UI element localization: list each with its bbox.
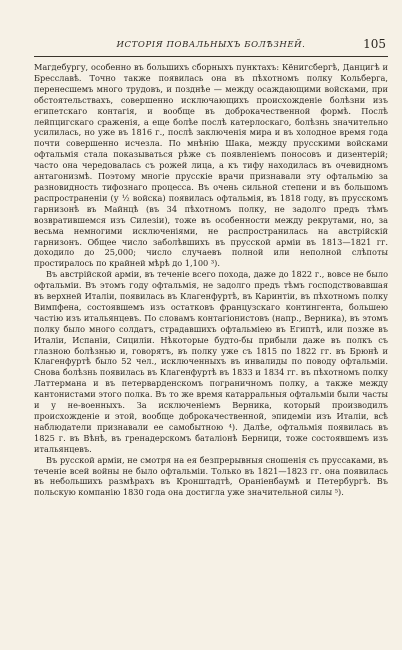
header-rule [34,56,388,57]
page-number: 105 [363,37,386,51]
paragraph: Въ русской арміи, не смотря на ея безпрерывныя сношенія съ пруссаками, въ теченіе всей войны не было офтальміи. Только въ 1821—1823 гг. она появилась въ небольшихъ размѣрахъ въ Кронштадтѣ, Ораніенбаумѣ и Петербургѣ. Въ польскую компанію 1830 года она достигла уже значительной силы ⁵). [34,454,388,498]
paragraph: Магдебургу, особенно въ большихъ сборныхъ пунктахъ: Кёнигсбергѣ, Данцигѣ и Бресславѣ. Точно также появилась она въ пѣхотномъ полку Кольберга, перенесшемъ много трудовъ, и позднѣе — между осаждающими войсками, при обстоятельствахъ, совершенно исключающихъ происхожденіе болѣзни изъ египетскаго контагія, и вообще въ доброкачественной формѣ. Послѣ лейпцигскаго сраженія, а еще болѣе послѣ катерлоскаго, болѣзнь значительно усилилась, но уже въ 1816 г., послѣ заключенія мира и въ холодное время года почти совершенно исчезла. По мнѣнію Шака, между прусскими войсками офтальмія стала показываться рѣже съ появленіемъ поносовъ и дизентерій; часто она чередовалась съ рожей лица, а къ тифу находилась въ очевидномъ антагонизмѣ. Поэтому многіе прусскіе врачи признавали эту офтальмію за разновидность тифознаго процесса. Въ очень сильной степени и въ большомъ распространеніи (у ½ войска) появилась офтальмія, въ 1818 году, въ прусскомъ гарнизонѣ въ Майнцѣ (въ 34 пѣхотномъ полку, не задолго предъ тѣмъ возвратившемся изъ Силезіи), тоже въ особенности между рекрутами, но, за весьма немногими исключеніями, не распространилась на австрійскій гарнизонъ. Общее число заболѣвшихъ въ прусской арміи въ 1813—1821 гг. доходило до 25,000; число случаевъ полной или неполной слѣпоты простиралось по крайней мѣрѣ до 1,100 ³). [34,62,388,269]
paragraph: Въ австрійской арміи, въ теченіе всего похода, даже до 1822 г., вовсе не было офтальміи. Въ этомъ году офтальмія, не задолго предъ тѣмъ господствовавшая въ верхней Италіи, появилась въ Клагенфуртѣ, въ Каринтіи, въ пѣхотномъ полку Вимпфена, состоявшемъ изъ остатковъ французскаго контингента, большею частію изъ итальянцевъ. По словамъ контагіонистовъ (напр., Верника), въ этомъ полку было много солдатъ, страдавшихъ офтальміею въ Египтѣ, или позже въ Италіи, Испаніи, Сициліи. Нѣкоторые будто-бы прибыли даже въ полкъ съ глазною болѣзнью и, говорятъ, въ полку уже съ 1815 по 1822 гг. въ Брюнѣ и Клагенфуртѣ было 52 чел., исключенныхъ въ инвалиды по поводу офтальміи. Снова болѣзнь появилась въ Клагенфуртѣ въ 1833 и 1834 гг. въ пѣхотномъ полку Латтермана и въ петерварденскомъ пограничномъ полку, а также между кантонистами этого полка. Въ то же время катарральныя офтальміи были часты и у не-военныхъ. За исключеніемъ Верника, который производилъ происхожденіе и этой, вообще доброкачественной, эпидеміи изъ Италіи, всѣ наблюдатели признавали ее самобытною ⁴). Далѣе, офтальмія появилась въ 1825 г. въ Вѣнѣ, въ гренадерскомъ баталіонѣ Берници, тоже состоявшемъ изъ итальянцевъ. [34,269,388,454]
running-title: ИСТОРІЯ ПОВАЛЬНЫХЪ БОЛѢЗНЕЙ. [116,40,306,50]
body-text [34,62,388,498]
page-header [34,37,388,54]
